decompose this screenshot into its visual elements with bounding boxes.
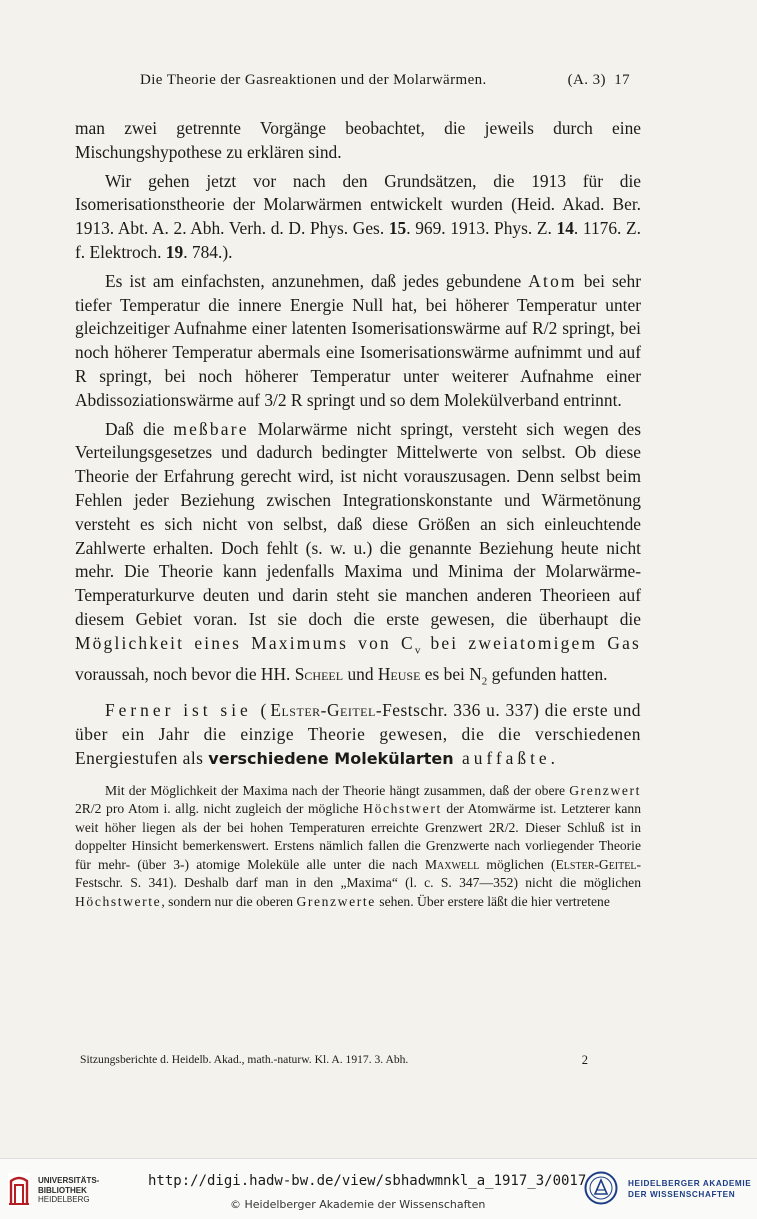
copyright-notice: © Heidelberger Akademie der Wissenschaften [230, 1198, 486, 1211]
permalink-link[interactable]: http://digi.hadw-bw.de/view/sbhadwmnkl_a_1917_3/0017 [148, 1173, 587, 1189]
running-header [140, 72, 630, 89]
academy-name: HEIDELBERGER AKADEMIE DER WISSENSCHAFTEN [628, 1179, 752, 1199]
viewer-footer [0, 1158, 757, 1219]
body-text [75, 117, 641, 911]
author-name: Elster-Geitel [270, 700, 376, 721]
paragraph-5: Ferner ist sie (Elster-Geitel-Festschr. 336 u. 337) die erste und über ein Jahr die einzige Theorie gewesen, die die verschiedenen Energiestufen als verschiedene Molekülarten auffaßte. [75, 700, 641, 768]
paragraph-4: Daß die meßbare Molarwärme nicht springt, versteht sich wegen des Verteilungsgesetzes und dadurch bedingter Mittelwerte von selbst. Ob diese Theorie der Erfahrung gerecht wird, ist nicht vorauszusagen. Denn selbst beim Fehlen jeder Beziehung zwischen Integrationskonstante und Wärmetönung versteht es sich nicht von selbst, daß diese Größen an sich einleuchtende Zahlwerte erhalten. Doch fehlt (s. w. u.) die genannte Beziehung heute nicht mehr. Die Theorie kann jedenfalls Maxima und Minima der Molarwärme-Temperaturkurve deuten und darin steht sie manchen anderen Theorieen auf diesem Gebiet voran. Ist sie doch die erste gewesen, die überhaupt die Möglichkeit eines Maximums von $C_v$ bei zweiatomigem Gas voraussah, noch bevor die HH. Scheel und Heuse es bei $N_2$ gefunden hatten. [75, 418, 641, 688]
spaced-emphasis: meßbare [173, 418, 249, 439]
spaced-emphasis: Grenzwert [569, 782, 641, 798]
section-label: (A. 3) [567, 72, 606, 88]
author-name: Elster-Geitel [555, 856, 637, 872]
bold-emphasis: verschiedene Molekülarten [208, 748, 454, 768]
footnote-paragraph: Mit der Möglichkeit der Maxima nach der Theorie hängt zusammen, daß der obere Grenzwert 2R/2 pro Atom i. allg. nicht zugleich der mögliche Höchstwert der Atomwärme ist. Letzterer kann weit höher liegen als der bei hohen Temperaturen erreichte Grenzwert 2R/2. Dieser Schluß ist in doppelter Hinsicht bemerkenswert. Erstens nämlich fallen die Grenzwerte nach vorliegender Theorie für mehr- (über 3-) atomige Moleküle alle unter die nach Maxwell möglichen (Elster-Geitel-Festschr. S. 341). Deshalb darf man in den „Maxima“ (l. c. S. 347—352) nicht die möglichen Höchstwerte, sondern nur die oberen Grenzwerte sehen. Über erstere läßt die hier vertretene [75, 782, 642, 909]
spaced-emphasis: Atom [528, 270, 577, 291]
subscript: 2 [481, 675, 488, 688]
university-library-logo-icon [8, 1173, 30, 1207]
paragraph-3: Es ist am einfachsten, anzunehmen, daß jedes gebundene Atom bei sehr tiefer Temperatur die innere Energie Null hat, bei höherer Temperatur unter gleichzeitiger Aufnahme einer latenten Isomerisationswärme auf R/2 springt, bei noch höherer Temperatur abermals eine Isomerisationswärme aufnimmt und auf R springt, bei noch höherer Temperatur unter weiterer Aufnahme einer Abdissoziationswärme auf 3/2 R springt und so dem Molekülverband entrinnt. [75, 270, 641, 410]
author-name: Maxwell [424, 856, 480, 872]
spaced-emphasis: Höchstwert [363, 801, 442, 817]
author-name: Heuse [377, 664, 421, 684]
page-number: 17 [614, 72, 630, 88]
running-title: Die Theorie der Gasreaktionen und der Molarwärmen. [140, 72, 487, 88]
volume-number: 14 [556, 218, 574, 239]
spaced-emphasis: Grenzwerte [296, 893, 376, 909]
author-name: Scheel [294, 664, 344, 684]
spaced-emphasis: bei zweiatomigem Gas [420, 632, 641, 653]
spaced-emphasis: Möglichkeit eines Maximums von C [75, 632, 415, 653]
signature-line [80, 1053, 588, 1066]
paragraph-2: Wir gehen jetzt vor nach den Grundsätzen, die 1913 für die Isomerisationstheorie der Molarwärmen entwickelt wurden (Heid. Akad. Ber. 1913. Abt. A. 2. Abh. Verh. d. D. Phys. Ges. 15. 969. 1913. Phys. Z. 14. 1176. Z. f. Elektroch. 19. 784.). [75, 170, 642, 262]
paragraph-1: man zwei getrennte Vorgänge beobachtet, die jeweils durch eine Mischungshypothese zu erklären sind. [75, 118, 641, 162]
volume-number: 19 [165, 241, 184, 262]
volume-number: 15 [388, 218, 407, 239]
signature-text: Sitzungsberichte d. Heidelb. Akad., math.-naturw. Kl. A. 1917. 3. Abh. [80, 1053, 409, 1066]
sheet-number: 2 [581, 1053, 588, 1067]
spaced-emphasis: Höchstwerte [75, 893, 162, 909]
subscript: v [414, 644, 421, 657]
academy-seal-icon [584, 1171, 618, 1205]
page-folio [568, 72, 630, 89]
university-library-name: UNIVERSITÄTS- BIBLIOTHEK HEIDELBERG [38, 1176, 100, 1204]
